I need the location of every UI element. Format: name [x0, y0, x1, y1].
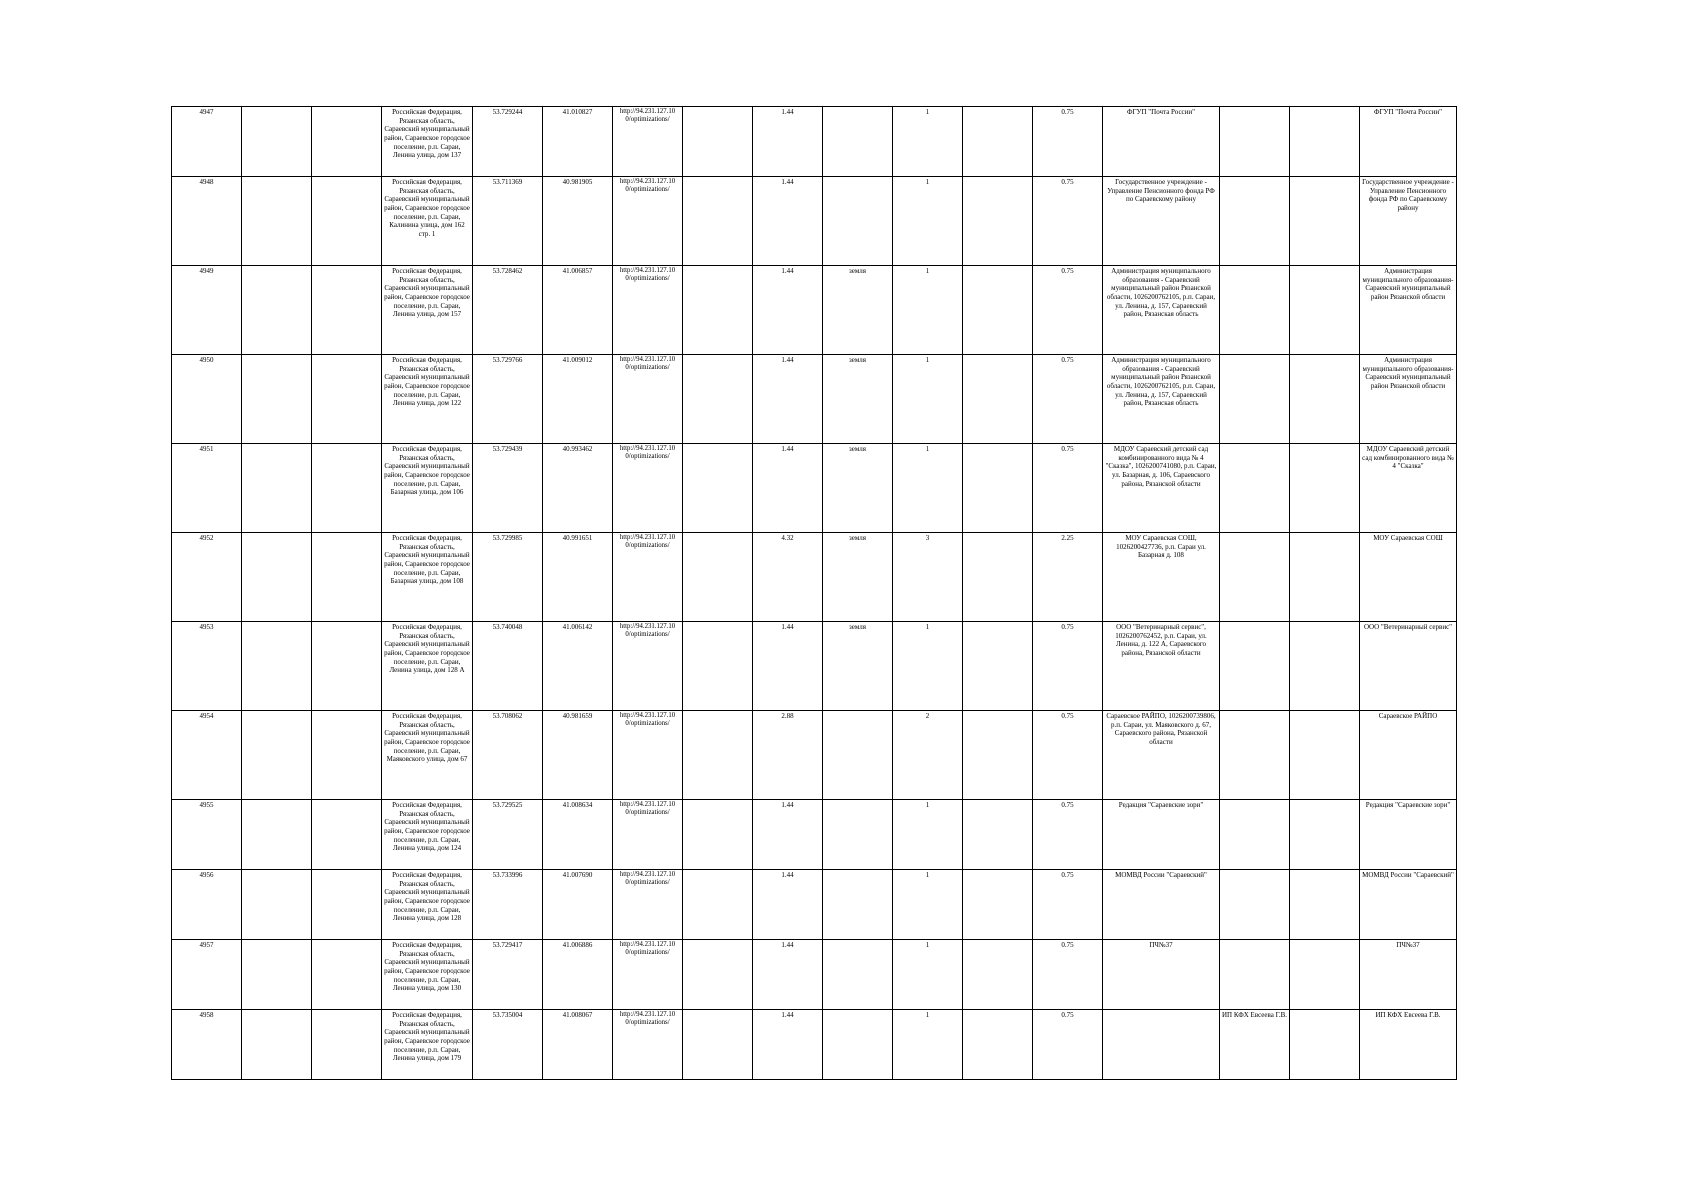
- cell-container-count: 2: [893, 711, 963, 800]
- cell-empty-1: [242, 940, 312, 1010]
- cell-empty-4: [963, 711, 1033, 800]
- cell-container-count: 1: [893, 355, 963, 444]
- cell-empty-1: [242, 800, 312, 870]
- cell-container-count: 3: [893, 533, 963, 622]
- cell-individual-owner: [1220, 107, 1290, 177]
- cell-empty-4: [963, 533, 1033, 622]
- cell-number: 4958: [172, 1010, 242, 1080]
- cell-latitude: 53.735004: [473, 1010, 543, 1080]
- cell-longitude: 40.993462: [543, 444, 613, 533]
- cell-longitude: 41.009012: [543, 355, 613, 444]
- table-body: [172, 107, 1457, 1080]
- cell-area: 1.44: [753, 355, 823, 444]
- cell-empty-5: [1290, 355, 1360, 444]
- cell-empty-2: [312, 711, 382, 800]
- cell-owner-details: [1103, 1010, 1220, 1080]
- cell-individual-owner: [1220, 622, 1290, 711]
- cell-area: 1.44: [753, 266, 823, 355]
- cell-individual-owner: [1220, 444, 1290, 533]
- cell-surface-type: земля: [823, 622, 893, 711]
- cell-empty-2: [312, 107, 382, 177]
- cell-address: Российская Федерация, Рязанская область, Сараевский муниципальный район, Сараевское городское поселение, р.п. Сараи, Ленина улица, дом 179: [382, 1010, 473, 1080]
- cell-longitude: 41.008067: [543, 1010, 613, 1080]
- cell-container-volume: 0.75: [1033, 444, 1103, 533]
- cell-empty-4: [963, 107, 1033, 177]
- cell-number: 4956: [172, 870, 242, 940]
- cell-container-volume: 0.75: [1033, 870, 1103, 940]
- cell-surface-type: земля: [823, 266, 893, 355]
- cell-owner-details: ФГУП "Почта России": [1103, 107, 1220, 177]
- cell-empty-2: [312, 1010, 382, 1080]
- cell-surface-type: [823, 711, 893, 800]
- cell-container-volume: 0.75: [1033, 1010, 1103, 1080]
- cell-owner-details: МДОУ Сараевский детский сад комбинированного вида № 4 "Сказка", 1026200741080, р.п. Сараи, ул. Базарная, д. 106, Сараевского района, Рязанской области: [1103, 444, 1220, 533]
- cell-empty-1: [242, 355, 312, 444]
- cell-empty-5: [1290, 444, 1360, 533]
- cell-longitude: 41.010827: [543, 107, 613, 177]
- cell-waste-source: ИП КФХ Евсеева Г.В.: [1360, 1010, 1457, 1080]
- cell-empty-1: [242, 622, 312, 711]
- cell-individual-owner: [1220, 711, 1290, 800]
- cell-longitude: 40.991651: [543, 533, 613, 622]
- cell-latitude: 53.729525: [473, 800, 543, 870]
- cell-number: 4955: [172, 800, 242, 870]
- cell-address: Российская Федерация, Рязанская область, Сараевский муниципальный район, Сараевское городское поселение, р.п. Сараи, Маяковского улица, дом 67: [382, 711, 473, 800]
- cell-surface-type: [823, 940, 893, 1010]
- cell-longitude: 40.981905: [543, 177, 613, 266]
- cell-individual-owner: [1220, 266, 1290, 355]
- table-row: [172, 800, 1457, 870]
- cell-number: 4952: [172, 533, 242, 622]
- table-row: [172, 1010, 1457, 1080]
- cell-number: 4951: [172, 444, 242, 533]
- cell-area: 1.44: [753, 1010, 823, 1080]
- cell-owner-details: МОМВД России "Сараевский": [1103, 870, 1220, 940]
- cell-empty-5: [1290, 533, 1360, 622]
- cell-container-count: 1: [893, 107, 963, 177]
- cell-surface-type: [823, 1010, 893, 1080]
- cell-empty-1: [242, 1010, 312, 1080]
- table-row: [172, 107, 1457, 177]
- cell-empty-1: [242, 870, 312, 940]
- cell-map-link: http://94.231.127.10 0/optimizations/: [613, 444, 683, 533]
- cell-address: Российская Федерация, Рязанская область, Сараевский муниципальный район, Сараевское городское поселение, р.п. Сараи, Базарная улица, дом 106: [382, 444, 473, 533]
- cell-container-count: 1: [893, 622, 963, 711]
- cell-number: 4954: [172, 711, 242, 800]
- cell-waste-source: МОУ Сараевская СОШ: [1360, 533, 1457, 622]
- cell-number: 4948: [172, 177, 242, 266]
- cell-container-count: 1: [893, 177, 963, 266]
- cell-empty-3: [683, 940, 753, 1010]
- cell-address: Российская Федерация, Рязанская область, Сараевский муниципальный район, Сараевское городское поселение, р.п. Сараи, Ленина улица, дом 137: [382, 107, 473, 177]
- table-row: [172, 444, 1457, 533]
- cell-address: Российская Федерация, Рязанская область, Сараевский муниципальный район, Сараевское городское поселение, р.п. Сараи, Ленина улица, дом 130: [382, 940, 473, 1010]
- cell-empty-5: [1290, 266, 1360, 355]
- cell-container-count: 1: [893, 800, 963, 870]
- cell-empty-1: [242, 533, 312, 622]
- cell-surface-type: [823, 870, 893, 940]
- cell-empty-5: [1290, 107, 1360, 177]
- cell-empty-3: [683, 711, 753, 800]
- cell-empty-2: [312, 266, 382, 355]
- cell-area: 1.44: [753, 622, 823, 711]
- cell-container-volume: 0.75: [1033, 177, 1103, 266]
- cell-empty-1: [242, 444, 312, 533]
- cell-individual-owner: [1220, 870, 1290, 940]
- cell-owner-details: ПЧ№37: [1103, 940, 1220, 1010]
- cell-waste-source: МДОУ Сараевский детский сад комбинированного вида № 4 "Сказка": [1360, 444, 1457, 533]
- cell-container-count: 1: [893, 266, 963, 355]
- cell-map-link: http://94.231.127.10 0/optimizations/: [613, 622, 683, 711]
- cell-number: 4949: [172, 266, 242, 355]
- cell-empty-2: [312, 444, 382, 533]
- cell-empty-3: [683, 444, 753, 533]
- cell-empty-2: [312, 800, 382, 870]
- cell-area: 1.44: [753, 800, 823, 870]
- cell-empty-4: [963, 622, 1033, 711]
- cell-map-link: http://94.231.127.10 0/optimizations/: [613, 1010, 683, 1080]
- cell-longitude: 41.006857: [543, 266, 613, 355]
- table-row: [172, 533, 1457, 622]
- cell-empty-5: [1290, 940, 1360, 1010]
- cell-owner-details: Администрация муниципального образования - Сараевский муниципальный район Рязанской области, 1026200762105, р.п. Сараи, ул. Ленина, д. 157, Сараевский район, Рязанская область: [1103, 266, 1220, 355]
- cell-surface-type: [823, 107, 893, 177]
- cell-longitude: 41.008634: [543, 800, 613, 870]
- cell-waste-source: Администрация муниципального образования-Сараевский муниципальный район Рязанской области: [1360, 266, 1457, 355]
- cell-number: 4950: [172, 355, 242, 444]
- cell-empty-3: [683, 177, 753, 266]
- cell-latitude: 53.728462: [473, 266, 543, 355]
- cell-map-link: http://94.231.127.10 0/optimizations/: [613, 177, 683, 266]
- cell-empty-3: [683, 107, 753, 177]
- waste-site-registry-table: [171, 106, 1457, 1080]
- cell-empty-3: [683, 1010, 753, 1080]
- cell-empty-4: [963, 940, 1033, 1010]
- cell-container-volume: 0.75: [1033, 711, 1103, 800]
- cell-empty-4: [963, 266, 1033, 355]
- cell-individual-owner: [1220, 177, 1290, 266]
- cell-area: 1.44: [753, 444, 823, 533]
- cell-container-volume: 2.25: [1033, 533, 1103, 622]
- cell-individual-owner: [1220, 355, 1290, 444]
- cell-individual-owner: [1220, 533, 1290, 622]
- cell-address: Российская Федерация, Рязанская область, Сараевский муниципальный район, Сараевское городское поселение, р.п. Сараи, Калинина улица, дом 162 стр. 1: [382, 177, 473, 266]
- cell-empty-5: [1290, 800, 1360, 870]
- cell-container-volume: 0.75: [1033, 107, 1103, 177]
- cell-empty-1: [242, 177, 312, 266]
- cell-waste-source: ООО "Ветеринарный сервис": [1360, 622, 1457, 711]
- cell-latitude: 53.729766: [473, 355, 543, 444]
- cell-container-volume: 0.75: [1033, 355, 1103, 444]
- cell-map-link: http://94.231.127.10 0/optimizations/: [613, 800, 683, 870]
- cell-empty-3: [683, 533, 753, 622]
- cell-container-count: 1: [893, 940, 963, 1010]
- cell-latitude: 53.729985: [473, 533, 543, 622]
- cell-map-link: http://94.231.127.10 0/optimizations/: [613, 355, 683, 444]
- cell-owner-details: Администрация муниципального образования - Сараевский муниципальный район Рязанской области, 1026200762105, р.п. Сараи, ул. Ленина, д. 157, Сараевский район, Рязанская область: [1103, 355, 1220, 444]
- cell-map-link: http://94.231.127.10 0/optimizations/: [613, 107, 683, 177]
- cell-empty-2: [312, 940, 382, 1010]
- cell-longitude: 41.006886: [543, 940, 613, 1010]
- cell-map-link: http://94.231.127.10 0/optimizations/: [613, 266, 683, 355]
- cell-empty-1: [242, 711, 312, 800]
- table-row: [172, 940, 1457, 1010]
- cell-map-link: http://94.231.127.10 0/optimizations/: [613, 711, 683, 800]
- cell-owner-details: МОУ Сараевская СОШ, 1026200427736, р.п. Сараи ул. Базарная д. 108: [1103, 533, 1220, 622]
- cell-individual-owner: ИП КФХ Евсеева Г.В.: [1220, 1010, 1290, 1080]
- cell-container-count: 1: [893, 870, 963, 940]
- cell-individual-owner: [1220, 800, 1290, 870]
- cell-empty-4: [963, 1010, 1033, 1080]
- table-row: [172, 266, 1457, 355]
- cell-waste-source: Администрация муниципального образования-Сараевский муниципальный район Рязанской области: [1360, 355, 1457, 444]
- cell-container-volume: 0.75: [1033, 266, 1103, 355]
- cell-surface-type: [823, 177, 893, 266]
- cell-empty-5: [1290, 711, 1360, 800]
- cell-owner-details: ООО "Ветеринарный сервис", 1026200762452, р.п. Сараи, ул. Ленина, д. 122 А, Сараевского района, Рязанской области: [1103, 622, 1220, 711]
- cell-container-volume: 0.75: [1033, 622, 1103, 711]
- cell-address: Российская Федерация, Рязанская область, Сараевский муниципальный район, Сараевское городское поселение, р.п. Сараи, Ленина улица, дом 157: [382, 266, 473, 355]
- cell-area: 2.88: [753, 711, 823, 800]
- cell-container-volume: 0.75: [1033, 800, 1103, 870]
- cell-area: 1.44: [753, 177, 823, 266]
- cell-surface-type: земля: [823, 355, 893, 444]
- cell-latitude: 53.708062: [473, 711, 543, 800]
- cell-container-volume: 0.75: [1033, 940, 1103, 1010]
- cell-longitude: 41.007690: [543, 870, 613, 940]
- table-row: [172, 355, 1457, 444]
- cell-empty-1: [242, 107, 312, 177]
- cell-empty-4: [963, 870, 1033, 940]
- cell-map-link: http://94.231.127.10 0/optimizations/: [613, 940, 683, 1010]
- cell-owner-details: Государственное учреждение - Управление Пенсионного фонда РФ по Сараевскому району: [1103, 177, 1220, 266]
- cell-empty-5: [1290, 622, 1360, 711]
- cell-waste-source: ПЧ№37: [1360, 940, 1457, 1010]
- cell-area: 1.44: [753, 870, 823, 940]
- cell-waste-source: МОМВД России "Сараевский": [1360, 870, 1457, 940]
- cell-address: Российская Федерация, Рязанская область, Сараевский муниципальный район, Сараевское городское поселение, р.п. Сараи, Ленина улица, дом 122: [382, 355, 473, 444]
- cell-address: Российская Федерация, Рязанская область, Сараевский муниципальный район, Сараевское городское поселение, р.п. Сараи, Ленина улица, дом 128 А: [382, 622, 473, 711]
- cell-waste-source: Государственное учреждение - Управление Пенсионного фонда РФ по Сараевскому району: [1360, 177, 1457, 266]
- cell-number: 4957: [172, 940, 242, 1010]
- cell-surface-type: земля: [823, 533, 893, 622]
- cell-empty-3: [683, 870, 753, 940]
- cell-address: Российская Федерация, Рязанская область, Сараевский муниципальный район, Сараевское городское поселение, р.п. Сараи, Ленина улица, дом 128: [382, 870, 473, 940]
- cell-waste-source: ФГУП "Почта России": [1360, 107, 1457, 177]
- cell-area: 4.32: [753, 533, 823, 622]
- cell-surface-type: [823, 800, 893, 870]
- cell-empty-1: [242, 266, 312, 355]
- cell-latitude: 53.729439: [473, 444, 543, 533]
- cell-owner-details: Сараевское РАЙПО, 1026200739806, р.п. Сараи, ул. Маяковского д. 67, Сараевского района, Рязанской области: [1103, 711, 1220, 800]
- cell-empty-2: [312, 177, 382, 266]
- cell-latitude: 53.711369: [473, 177, 543, 266]
- cell-surface-type: земля: [823, 444, 893, 533]
- cell-owner-details: Редакция "Сараевские зори": [1103, 800, 1220, 870]
- cell-number: 4953: [172, 622, 242, 711]
- cell-empty-5: [1290, 177, 1360, 266]
- cell-map-link: http://94.231.127.10 0/optimizations/: [613, 533, 683, 622]
- table-row: [172, 870, 1457, 940]
- cell-empty-4: [963, 177, 1033, 266]
- cell-map-link: http://94.231.127.10 0/optimizations/: [613, 870, 683, 940]
- cell-empty-4: [963, 444, 1033, 533]
- cell-longitude: 40.981659: [543, 711, 613, 800]
- table-row: [172, 622, 1457, 711]
- cell-waste-source: Редакция "Сараевские зори": [1360, 800, 1457, 870]
- cell-container-count: 1: [893, 1010, 963, 1080]
- cell-longitude: 41.006142: [543, 622, 613, 711]
- cell-empty-4: [963, 800, 1033, 870]
- cell-empty-3: [683, 800, 753, 870]
- cell-latitude: 53.729244: [473, 107, 543, 177]
- table-row: [172, 711, 1457, 800]
- table-row: [172, 177, 1457, 266]
- cell-empty-3: [683, 266, 753, 355]
- cell-latitude: 53.729417: [473, 940, 543, 1010]
- cell-empty-2: [312, 622, 382, 711]
- cell-empty-3: [683, 355, 753, 444]
- cell-latitude: 53.740048: [473, 622, 543, 711]
- cell-area: 1.44: [753, 940, 823, 1010]
- cell-empty-4: [963, 355, 1033, 444]
- cell-container-count: 1: [893, 444, 963, 533]
- cell-individual-owner: [1220, 940, 1290, 1010]
- cell-empty-2: [312, 355, 382, 444]
- cell-area: 1.44: [753, 107, 823, 177]
- cell-empty-5: [1290, 1010, 1360, 1080]
- cell-address: Российская Федерация, Рязанская область, Сараевский муниципальный район, Сараевское городское поселение, р.п. Сараи, Ленина улица, дом 124: [382, 800, 473, 870]
- cell-waste-source: Сараевское РАЙПО: [1360, 711, 1457, 800]
- cell-number: 4947: [172, 107, 242, 177]
- cell-latitude: 53.733996: [473, 870, 543, 940]
- cell-empty-5: [1290, 870, 1360, 940]
- cell-empty-3: [683, 622, 753, 711]
- cell-empty-2: [312, 533, 382, 622]
- cell-address: Российская Федерация, Рязанская область, Сараевский муниципальный район, Сараевское городское поселение, р.п. Сараи, Базарная улица, дом 108: [382, 533, 473, 622]
- cell-empty-2: [312, 870, 382, 940]
